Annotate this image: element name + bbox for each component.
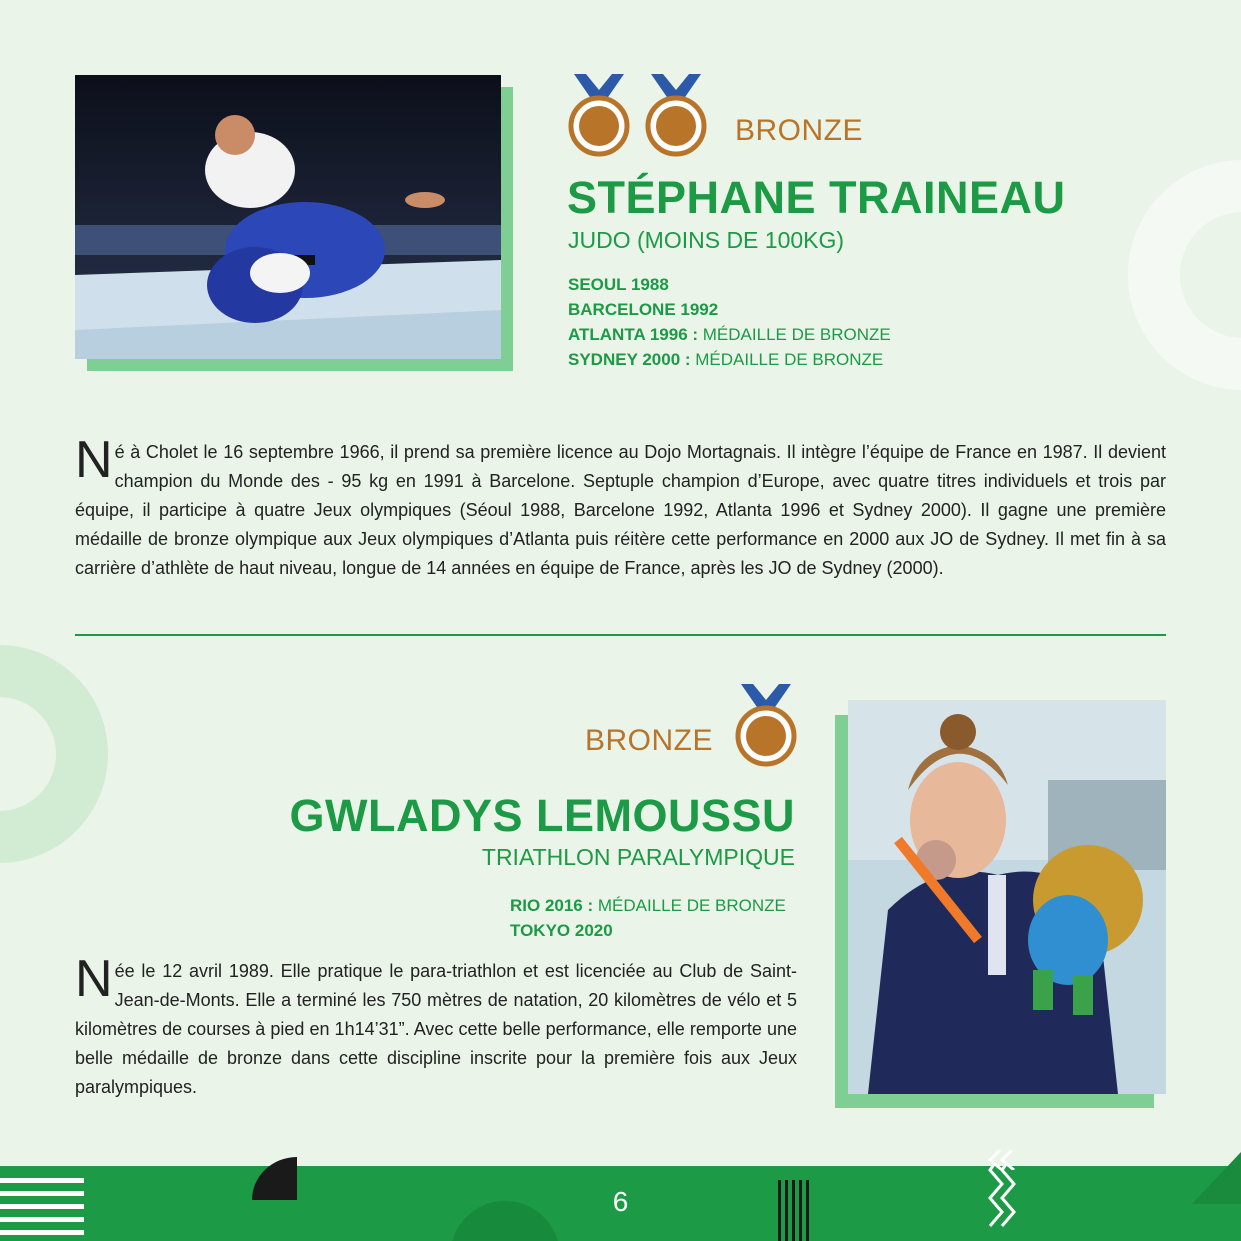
- decorative-ring: [1128, 160, 1241, 390]
- bio-text: ée le 12 avril 1989. Elle pratique le para-triathlon et est licenciée au Club de Saint-Jean-de-Monts. Elle a terminé les 750 mètres de natation, 20 kilomètres de vélo et 5 kilomètres de courses à pied en 1h14’31”. Avec cette belle performance, elle remporte une belle médaille de bronze dans cette discipline inscrite pour la première fois aux Jeux paralympiques.: [75, 961, 797, 1097]
- games-entry: SYDNEY 2000 : MÉDAILLE DE BRONZE: [568, 350, 884, 369]
- games-entry: TOKYO 2020: [510, 921, 613, 940]
- decorative-zigzag: [988, 1150, 1018, 1170]
- judo-photo: [75, 75, 501, 359]
- games-list: [510, 893, 786, 943]
- games-entry: BARCELONE 1992: [568, 300, 719, 319]
- games-entry: RIO 2016 : MÉDAILLE DE BRONZE: [510, 896, 786, 915]
- games-list: [568, 272, 891, 372]
- page-number: 6: [612, 1186, 629, 1217]
- athlete-name: STÉPHANE TRAINEAU: [567, 172, 1066, 223]
- section-divider: [75, 634, 1166, 636]
- athlete-name: GWLADYS LEMOUSSU: [289, 790, 795, 841]
- athlete-bio: [75, 950, 797, 1102]
- drop-cap: N: [75, 431, 113, 489]
- triathlete-photo: [848, 700, 1166, 1094]
- medal-label: BRONZE: [735, 114, 864, 147]
- athlete-bio: [75, 431, 1166, 583]
- athlete-discipline: TRIATHLON PARALYMPIQUE: [481, 844, 795, 870]
- bronze-medal-icon: [645, 74, 707, 158]
- medal-label: BRONZE: [585, 724, 714, 757]
- athlete-discipline: JUDO (MOINS DE 100KG): [568, 227, 845, 253]
- games-entry: ATLANTA 1996 : MÉDAILLE DE BRONZE: [568, 325, 891, 344]
- games-entry: SEOUL 1988: [568, 275, 669, 294]
- bronze-medal-icon: [568, 74, 630, 158]
- drop-cap: N: [75, 950, 113, 1008]
- decorative-ring: [0, 645, 108, 863]
- bio-text: é à Cholet le 16 septembre 1966, il prend sa première licence au Dojo Mortagnais. Il intègre l’équipe de France en 1987. Il devient champion du Monde des - 95 kg en 1991 à Barcelone. Septuple champion d’Europe, avec quatre titres individuels et trois par équipe, il participe à quatre Jeux olympiques (Séoul 1988, Barcelone 1992, Atlanta 1996 et Sydney 2000). Il gagne une première médaille de bronze olympique aux Jeux olympiques d’Atlanta puis réitère cette performance en 2000 aux JO de Sydney. Il met fin à sa carrière d’athlète de haut niveau, longue de 14 années en équipe de France, après les JO de Sydney (2000).: [75, 442, 1166, 578]
- bronze-medal-icon: [735, 684, 797, 768]
